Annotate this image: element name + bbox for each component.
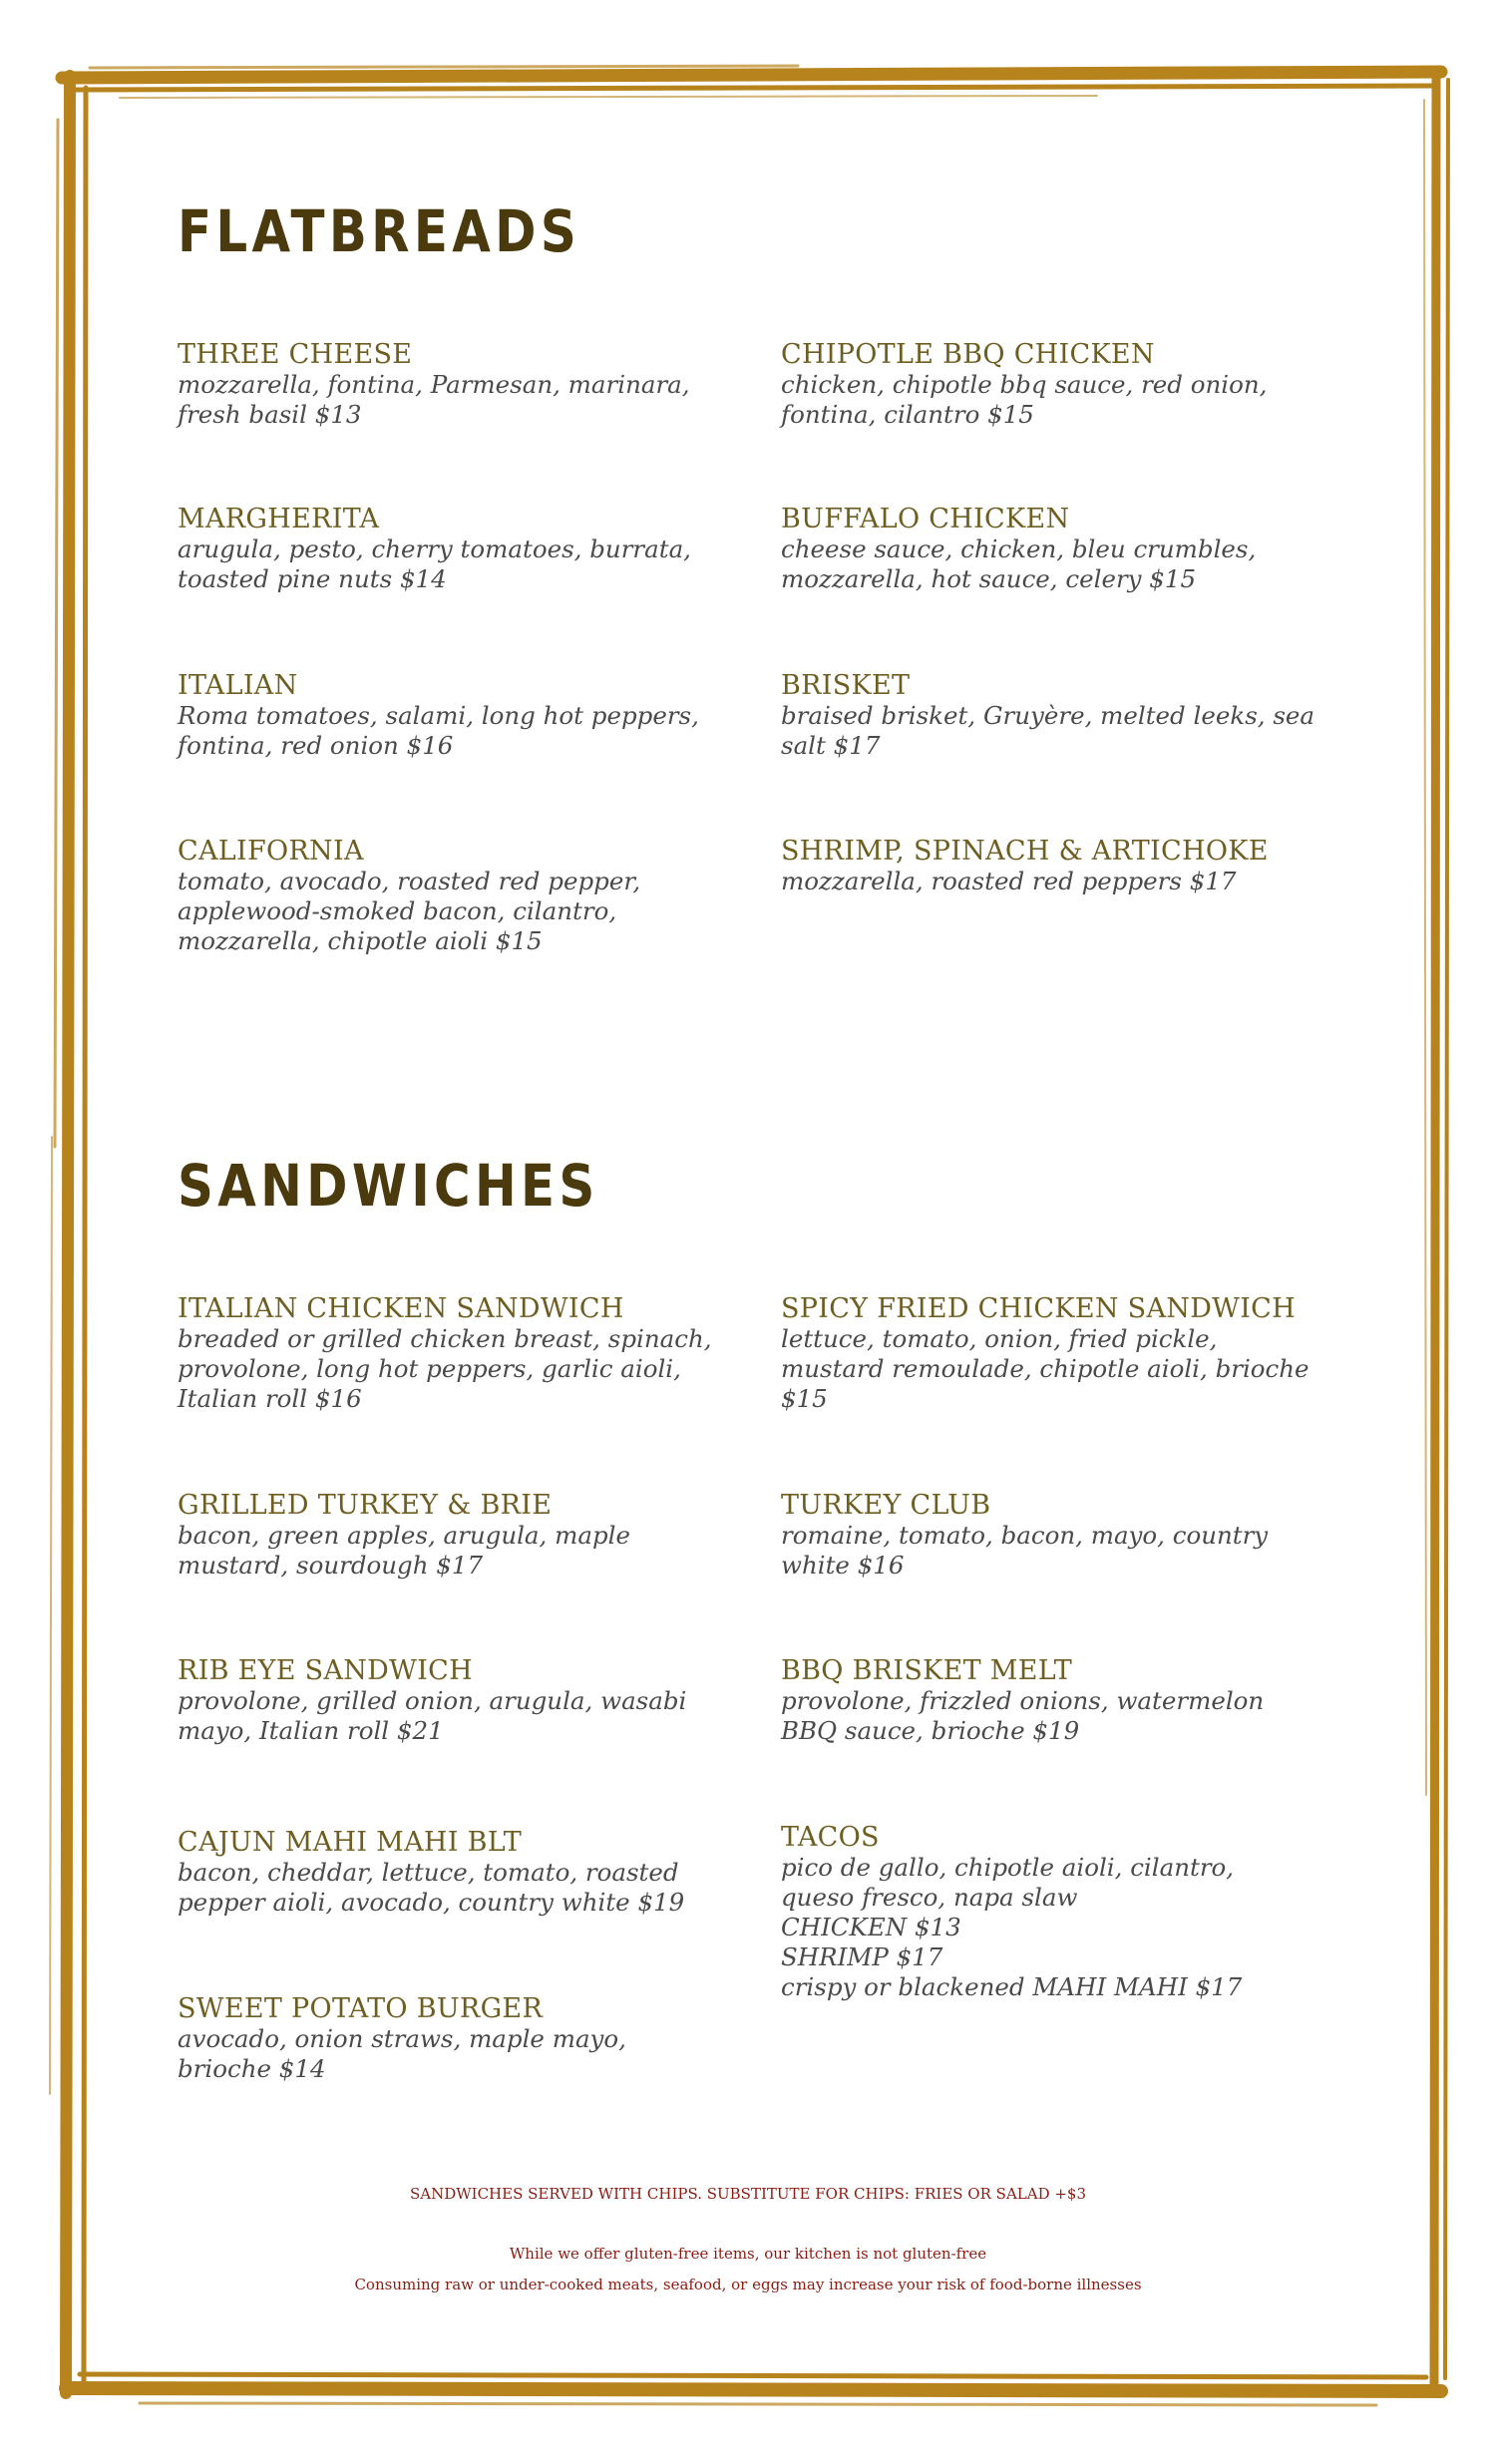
- item-description: mozzarella, fontina, Parmesan, marinara, fresh basil $13: [178, 370, 690, 429]
- item-name: ITALIAN: [178, 670, 298, 701]
- item-description: Roma tomatoes, salami, long hot peppers, fontina, red onion $16: [178, 701, 699, 760]
- flatbreads-heading: FLATBREADS: [178, 197, 581, 265]
- item-name: ITALIAN CHICKEN SANDWICH: [178, 1293, 624, 1324]
- item-description: breaded or grilled chicken breast, spinach, provolone, long hot peppers, garlic aioli, Italian roll $16: [178, 1324, 712, 1413]
- menu-item: [178, 1993, 736, 2084]
- menu-item: [178, 339, 736, 430]
- item-description: provolone, grilled onion, arugula, wasabi mayo, Italian roll $21: [178, 1686, 687, 1745]
- menu-item: [781, 670, 1339, 761]
- menu-item: [178, 1827, 736, 1918]
- gluten-free-note: While we offer gluten-free items, our kitchen is not gluten-free: [509, 2245, 987, 2263]
- item-name: TACOS: [781, 1822, 880, 1853]
- item-description: provolone, frizzled onions, watermelon BBQ sauce, brioche $19: [781, 1686, 1265, 1745]
- item-name: RIB EYE SANDWICH: [178, 1655, 473, 1686]
- menu-item: [781, 1822, 1339, 2002]
- item-name: SPICY FRIED CHICKEN SANDWICH: [781, 1293, 1296, 1324]
- item-description: cheese sauce, chicken, bleu crumbles, mozzarella, hot sauce, celery $15: [781, 534, 1257, 593]
- item-description: pico de gallo, chipotle aioli, cilantro, queso fresco, napa slaw CHICKEN $13 SHRIMP $17 crispy or blackened MAHI MAHI $17: [781, 1853, 1243, 2001]
- item-name: SWEET POTATO BURGER: [178, 1993, 544, 2024]
- menu-item: [178, 670, 736, 761]
- item-description: chicken, chipotle bbq sauce, red onion, fontina, cilantro $15: [781, 370, 1268, 429]
- menu-item: [781, 1293, 1339, 1414]
- item-name: BUFFALO CHICKEN: [781, 504, 1070, 534]
- item-description: arugula, pesto, cherry tomatoes, burrata, toasted pine nuts $14: [178, 534, 691, 593]
- item-name: MARGHERITA: [178, 504, 380, 534]
- menu-item: [781, 1655, 1339, 1746]
- item-description: bacon, green apples, arugula, maple mustard, sourdough $17: [178, 1521, 630, 1580]
- sandwiches-heading: SANDWICHES: [178, 1152, 599, 1220]
- item-description: tomato, avocado, roasted red pepper, applewood-smoked bacon, cilantro, mozzarella, chipotle aioli $15: [178, 867, 641, 955]
- item-name: GRILLED TURKEY & BRIE: [178, 1490, 553, 1521]
- menu-item: [781, 836, 1339, 896]
- item-name: CHIPOTLE BBQ CHICKEN: [781, 339, 1155, 370]
- item-name: CAJUN MAHI MAHI BLT: [178, 1827, 523, 1858]
- menu-item: [178, 504, 736, 594]
- item-name: BRISKET: [781, 670, 911, 701]
- item-name: THREE CHEESE: [178, 339, 413, 370]
- menu-item: [178, 1655, 736, 1746]
- item-name: CALIFORNIA: [178, 836, 364, 867]
- menu-item: [178, 1293, 736, 1414]
- menu-item: [781, 339, 1339, 430]
- item-description: braised brisket, Gruyère, melted leeks, sea salt $17: [781, 701, 1315, 760]
- item-name: BBQ BRISKET MELT: [781, 1655, 1073, 1686]
- menu-item: [781, 1490, 1339, 1581]
- item-description: mozzarella, roasted red peppers $17: [781, 867, 1237, 895]
- item-description: bacon, cheddar, lettuce, tomato, roasted pepper aioli, avocado, country white $19: [178, 1858, 685, 1917]
- menu-item: [178, 836, 736, 956]
- chips-substitution-note: SANDWICHES SERVED WITH CHIPS. SUBSTITUTE FOR CHIPS: FRIES OR SALAD +$3: [409, 2185, 1087, 2203]
- item-description: romaine, tomato, bacon, mayo, country white $16: [781, 1521, 1269, 1580]
- item-name: SHRIMP, SPINACH & ARTICHOKE: [781, 836, 1269, 867]
- menu-item: [781, 504, 1339, 594]
- item-description: avocado, onion straws, maple mayo, brioche $14: [178, 2024, 626, 2083]
- raw-food-warning: Consuming raw or under-cooked meats, seafood, or eggs may increase your risk of food-borne illnesses: [354, 2276, 1142, 2293]
- item-description: lettuce, tomato, onion, fried pickle, mustard remoulade, chipotle aioli, brioche $15: [781, 1324, 1309, 1413]
- item-name: TURKEY CLUB: [781, 1490, 991, 1521]
- menu-item: [178, 1490, 736, 1581]
